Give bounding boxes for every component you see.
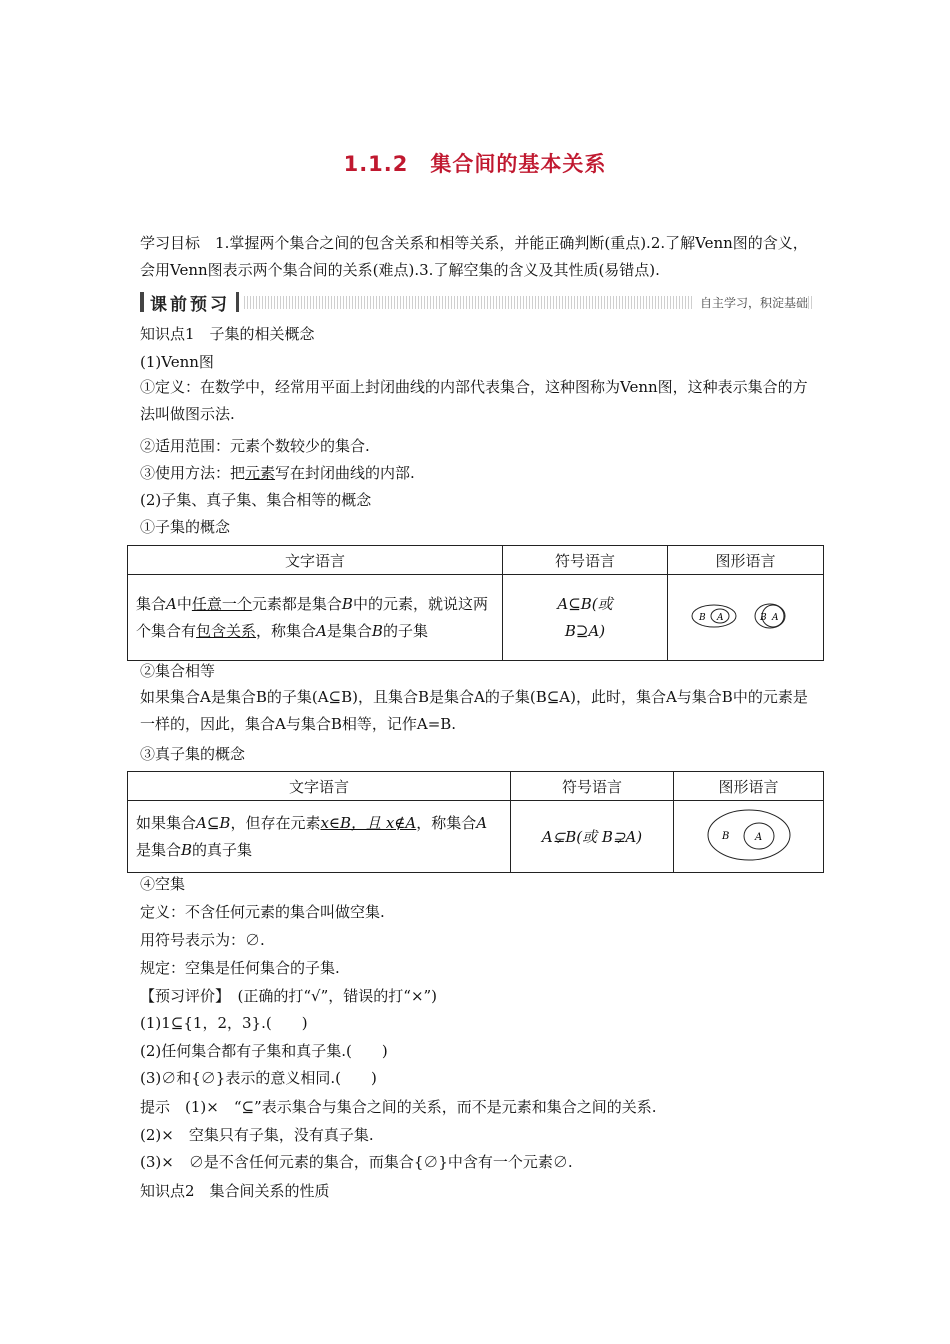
venn-label-a: A: [754, 831, 762, 843]
venn-heading: (1)Venn图: [140, 353, 214, 371]
objectives-text: 1.掌握两个集合之间的包含关系和相等关系，并能正确判断(重点).2.了解Venn图的含义，会用Venn图表示两个集合间的关系(难点).3.了解空集的含义及其性质(易错点).: [140, 234, 808, 279]
empty-symbol: 用符号表示为：∅.: [140, 931, 265, 949]
empty-definition: 定义：不含任何元素的集合叫做空集.: [140, 903, 385, 921]
subset-col-symbol: 符号语言: [503, 546, 668, 575]
review-hint-2: (2)× 空集只有子集，没有真子集.: [140, 1126, 374, 1144]
venn-method-underlined: 元素: [245, 464, 276, 482]
proper-venn-diagram: [704, 807, 794, 863]
proper-col-figure: 图形语言: [674, 772, 824, 801]
banner-subtitle: 自主学习，积淀基础: [694, 294, 808, 311]
review-note: (正确的打“√”，错误的打“×”): [237, 987, 438, 1005]
proper-col-text: 文字语言: [128, 772, 511, 801]
venn-label-a: A: [716, 612, 723, 623]
subset-col-text: 文字语言: [128, 546, 503, 575]
venn-scope: ②适用范围：元素个数较少的集合.: [140, 437, 370, 455]
venn-label-b: B: [721, 830, 729, 842]
subset-symbol-cell: [503, 575, 668, 661]
equal-text: 如果集合A是集合B的子集(A⊆B)，且集合B是集合A的子集(B⊆A)，此时，集合A与集合B中的元素是一样的，因此，集合A与集合B相等，记作A=B.: [140, 688, 808, 733]
proper-table: [127, 771, 824, 873]
proper-col-symbol: 符号语言: [511, 772, 674, 801]
banner-bar-icon: [140, 292, 144, 312]
banner-divider-icon: [236, 292, 239, 312]
venn-method-pre: ③使用方法：把: [140, 464, 246, 482]
subset-venn-diagram: [691, 601, 801, 631]
subset-figure-cell: [668, 575, 824, 661]
page-title: 1.1.2 集合间的基本关系: [343, 152, 607, 176]
review-hint-1: 提示 (1)× “⊆”表示集合与集合之间的关系，而不是元素和集合之间的关系.: [140, 1098, 657, 1116]
equal-heading: ②集合相等: [140, 662, 216, 680]
subset-col-figure: 图形语言: [668, 546, 824, 575]
learning-objectives: [140, 230, 812, 284]
empty-rule: 规定：空集是任何集合的子集.: [140, 959, 340, 977]
subset-text-cell: 集合A中任意一个元素都是集合B中的元素，就说这两个集合有包含关系，称集合A是集合B的子集: [128, 575, 503, 661]
proper-symbol: A⊊B(或 B⊋A): [541, 828, 643, 846]
subset-heading: ①子集的概念: [140, 518, 231, 536]
concepts-heading: (2)子集、真子集、集合相等的概念: [140, 491, 372, 509]
subset-symbol-2: B⊇A): [564, 621, 606, 640]
proper-heading: ③真子集的概念: [140, 745, 246, 763]
venn-equal-label-a: A: [771, 612, 778, 623]
review-heading-line: [140, 986, 437, 1006]
review-hint-3: (3)× ∅是不含任何元素的集合，而集合{∅}中含有一个元素∅.: [140, 1153, 573, 1171]
proper-figure-cell: [674, 801, 824, 873]
proper-text-cell: 如果集合A⊆B，但存在元素x∈B，且 x∉A，称集合A是集合B的真子集: [128, 801, 511, 873]
proper-symbol-cell: [511, 801, 674, 873]
venn-method-post: 写在封闭曲线的内部.: [275, 464, 415, 482]
empty-heading: ④空集: [140, 875, 186, 893]
venn-definition: ①定义：在数学中，经常用平面上封闭曲线的内部代表集合，这种图称为Venn图，这种表示集合的方法叫做图示法.: [140, 378, 808, 423]
review-q3: (3)∅和{∅}表示的意义相同.( ): [140, 1069, 377, 1087]
section-banner: [140, 290, 812, 314]
venn-outer-b: [708, 810, 790, 860]
venn-equal-label-b: B: [759, 612, 767, 623]
review-q2: (2)任何集合都有子集和真子集.( ): [140, 1042, 388, 1060]
subset-symbol-1: A⊆B(或: [557, 594, 613, 613]
venn-method: [140, 463, 415, 483]
banner-label: 课前预习: [150, 295, 230, 315]
kp2-heading: 知识点2 集合间关系的性质: [140, 1182, 330, 1200]
review-heading: 【预习评价】: [140, 987, 223, 1005]
kp1-heading: 知识点1 子集的相关概念: [140, 325, 315, 343]
objectives-label: 学习目标: [140, 234, 201, 252]
review-q1: (1)1⊆{1，2，3}.( ): [140, 1014, 308, 1032]
subset-table: [127, 545, 824, 661]
venn-label-b: B: [698, 612, 706, 623]
